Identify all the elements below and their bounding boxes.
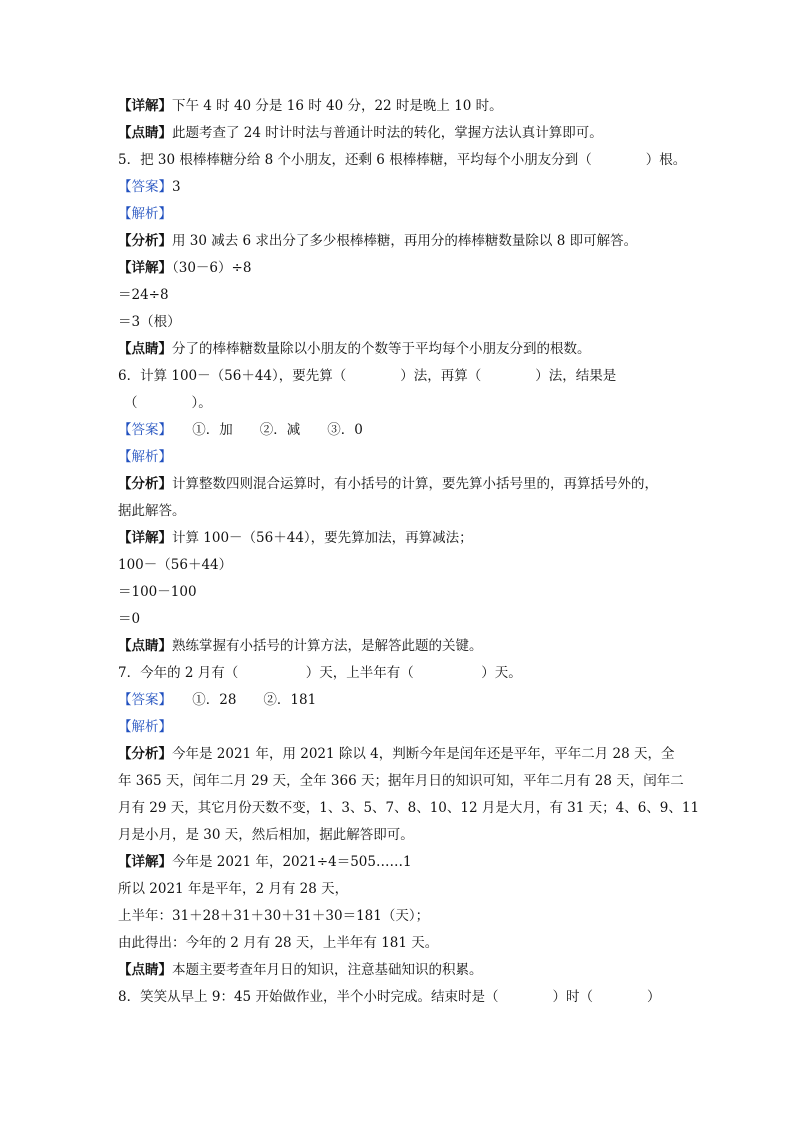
tag-comment: 【点睛】: [118, 638, 172, 654]
tag-comment: 【点睛】: [118, 125, 172, 141]
line-analysis-heading: [118, 717, 688, 737]
line-text: 年 365 天，闰年二月 29 天，全年 366 天；据年月日的知识可知，平年二月有 28 天，闰年二: [118, 773, 684, 789]
tag-analysis: 【解析】: [118, 719, 172, 735]
tag-detail: 【详解】: [118, 98, 172, 114]
line-15: [118, 474, 688, 494]
line-text: 下午 4 时 40 分是 16 时 40 分，22 时是晚上 10 时。: [172, 98, 503, 114]
line-analysis-heading: [118, 204, 688, 224]
line-25: [118, 744, 688, 764]
line-32: [118, 933, 688, 953]
tag-analysis: 【解析】: [118, 206, 172, 222]
line-27: [118, 798, 700, 818]
line-33: [118, 960, 688, 980]
line-8: [118, 285, 688, 305]
line-text: 月是小月，是 30 天，然后相加，据此解答即可。: [118, 827, 414, 843]
line-text: 所以 2021 年是平年，2 月有 28 天，: [118, 881, 349, 897]
tag-answer: 【答案】: [118, 692, 166, 708]
line-text: （30－6）÷8: [172, 260, 252, 276]
line-6: [118, 231, 688, 251]
tag-answer: 【答案】: [118, 422, 166, 438]
tag-comment: 【点睛】: [118, 962, 172, 978]
tag-explain: 【分析】: [118, 233, 172, 249]
tag-detail: 【详解】: [118, 260, 172, 276]
line-answer: [118, 177, 688, 197]
question-text: （ ）。: [124, 395, 212, 411]
line-text: 分了的棒棒糖数量除以小朋友的个数等于平均每个小朋友分到的根数。: [172, 341, 591, 357]
question-8: [118, 987, 688, 1007]
line-30: [118, 879, 688, 899]
question-text: 7．今年的 2 月有（ ）天，上半年有（ ）天。: [118, 665, 522, 681]
line-text: ①．加 ②．减 ③．0: [165, 422, 363, 438]
line-text: 上半年：31＋28＋31＋30＋31＋30＝181（天）；: [118, 908, 430, 924]
line-answer: [118, 690, 688, 710]
line-text: ＝100－100: [118, 584, 197, 600]
question-6: [118, 366, 688, 386]
line-answer: [118, 420, 688, 440]
line-10: [118, 339, 688, 359]
line-26: [118, 771, 688, 791]
line-2: [118, 123, 688, 143]
question-5: [118, 150, 688, 170]
line-analysis-heading: [118, 447, 688, 467]
question-text: 6．计算 100－（56＋44），要先算（ ）法，再算（ ）法，结果是: [118, 368, 617, 384]
line-text: 今年是 2021 年，2021÷4＝505……1: [172, 854, 412, 870]
tag-detail: 【详解】: [118, 854, 172, 870]
tag-explain: 【分析】: [118, 476, 172, 492]
tag-explain: 【分析】: [118, 746, 172, 762]
line-29: [118, 852, 688, 872]
line-20: [118, 609, 688, 629]
line-text: 此题考查了 24 时计时法与普通计时法的转化，掌握方法认真计算即可。: [172, 125, 603, 141]
line-text: 3: [172, 179, 181, 195]
line-text: 据此解答。: [118, 503, 186, 519]
line-text: 100－（56＋44）: [118, 557, 233, 573]
line-text: 月有 29 天，其它月份天数不变，1、3、5、7、8、10、12 月是大月，有 31 天；4、6、9、11: [118, 800, 700, 816]
line-text: ①．28 ②．181: [165, 692, 317, 708]
line-21: [118, 636, 688, 656]
line-text: ＝0: [118, 611, 141, 627]
line-1: [118, 96, 688, 116]
line-text: 本题主要考查年月日的知识，注意基础知识的积累。: [172, 962, 483, 978]
tag-analysis: 【解析】: [118, 449, 172, 465]
line-text: ＝3（根）: [118, 314, 181, 330]
question-text: 8．笑笑从早上 9：45 开始做作业，半个小时完成。结束时是（ ）时（ ）: [118, 989, 661, 1005]
line-31: [118, 906, 688, 926]
question-text: 5．把 30 根棒棒糖分给 8 个小朋友，还剩 6 根棒棒糖，平均每个小朋友分到（ ）根。: [118, 152, 687, 168]
line-16: [118, 501, 688, 521]
line-17: [118, 528, 688, 548]
line-text: 计算整数四则混合运算时，有小括号的计算，要先算小括号里的，再算括号外的，: [172, 476, 658, 492]
line-text: ＝24÷8: [118, 287, 169, 303]
line-text: 计算 100－（56＋44），要先算加法，再算减法；: [172, 530, 473, 546]
tag-detail: 【详解】: [118, 530, 172, 546]
tag-comment: 【点睛】: [118, 341, 172, 357]
line-text: 用 30 减去 6 求出分了多少根棒棒糖，再用分的棒棒糖数量除以 8 即可解答。: [172, 233, 638, 249]
line-9: [118, 312, 688, 332]
line-7: [118, 258, 688, 278]
question-6-cont: [124, 393, 694, 413]
line-19: [118, 582, 688, 602]
line-18: [118, 555, 688, 575]
tag-answer: 【答案】: [118, 179, 172, 195]
line-28: [118, 825, 688, 845]
line-text: 熟练掌握有小括号的计算方法，是解答此题的关键。: [172, 638, 483, 654]
line-text: 今年是 2021 年，用 2021 除以 4，判断今年是闰年还是平年，平年二月 28 天，全: [172, 746, 675, 762]
question-7: [118, 663, 688, 683]
line-text: 由此得出：今年的 2 月有 28 天，上半年有 181 天。: [118, 935, 439, 951]
